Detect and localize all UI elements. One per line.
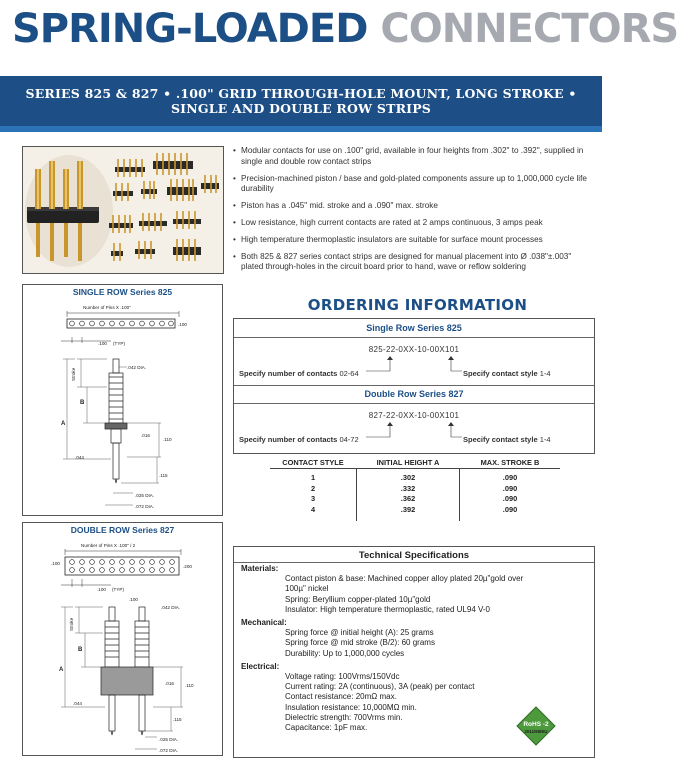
feature-item: • Low resistance, high current contacts are rated at 2 amps continuous, 3 amps peak bbox=[233, 218, 593, 229]
divider bbox=[234, 385, 594, 386]
dim-016-double: .016 bbox=[165, 681, 174, 686]
spec-line: Spring: Beryllium copper-plated 10µ"gold bbox=[285, 594, 431, 604]
dim-115-double: .115 bbox=[173, 717, 182, 722]
dim-042-dia-double: .042 DIA. bbox=[161, 605, 181, 610]
dim-a-double: A bbox=[59, 667, 64, 673]
dim-072-dia: .072 DIA. bbox=[135, 504, 155, 509]
banner-line1: SERIES 825 & 827 • .100" GRID THROUGH-HOLE MOUNT, LONG STROKE • bbox=[25, 86, 577, 101]
col-header: CONTACT STYLE bbox=[282, 458, 344, 467]
spec-line: Spring force @ initial height (A): 25 grams bbox=[285, 628, 434, 638]
feature-item: • Modular contacts for use on .100" grid, available in four heights from .302" to .392", supplied in single and double row contact strips bbox=[233, 146, 593, 168]
dim-025-dia: .025 DIA. bbox=[135, 493, 155, 498]
double-row-drawing-panel bbox=[22, 522, 223, 756]
table-body bbox=[270, 469, 560, 521]
dim-025-dia-double: .025 DIA. bbox=[159, 737, 179, 742]
spec-line: Spring force @ mid stroke (B/2): 60 grams bbox=[285, 638, 435, 648]
dim-typ-double: (TYP) bbox=[112, 587, 124, 592]
connector-strips-image bbox=[109, 153, 219, 261]
double-part-number: 827-22-0XX-10-00X101 bbox=[368, 411, 460, 420]
double-contacts-label: Specify number of contacts 04-72 bbox=[239, 435, 359, 444]
table-cell: 1 bbox=[310, 473, 316, 482]
spec-title: Technical Specifications bbox=[358, 550, 470, 561]
dim-b-double: B bbox=[78, 647, 83, 653]
single-row-order-title: Single Row Series 825 bbox=[366, 323, 462, 333]
rohs-badge bbox=[516, 706, 556, 746]
single-row-title: SINGLE ROW Series 825 bbox=[72, 287, 173, 297]
feature-item: • Precision-machined piston / base and gold-plated components assure up to 1,000,000 cycle life durability bbox=[233, 174, 593, 196]
dim-typ: (TYP) bbox=[113, 341, 125, 346]
spec-line: Insulator: High temperature thermoplastic, rated UL94 V-0 bbox=[285, 604, 490, 614]
dim-100-top: .100 bbox=[129, 597, 138, 602]
double-row-drawing bbox=[23, 535, 222, 755]
contact-style-table bbox=[270, 458, 560, 521]
single-part-number: 825-22-0XX-10-00X101 bbox=[368, 345, 460, 354]
spec-line: Dielectric strength: 700Vrms min. bbox=[285, 712, 403, 722]
divider bbox=[234, 562, 594, 563]
table-cell: .090 bbox=[502, 483, 518, 493]
rohs-line2: 2011/65/EU bbox=[524, 729, 548, 734]
electrical-heading: Electrical: bbox=[241, 661, 280, 671]
dim-200: .200 bbox=[183, 564, 192, 569]
spec-line: 100µ" nickel bbox=[285, 584, 329, 594]
dim-044: .044 bbox=[75, 455, 84, 460]
single-row-drawing bbox=[23, 297, 222, 515]
dim-100-typ: .100 bbox=[98, 341, 107, 346]
stroke-column bbox=[460, 469, 560, 521]
single-contacts-label: Specify number of contacts 02-64 bbox=[239, 369, 359, 378]
banner-stripe bbox=[0, 126, 602, 132]
spec-line: Current rating: 2A (continuous), 3A (peak) per contact bbox=[285, 682, 475, 692]
pins-label: Number of Pins X .100" bbox=[83, 305, 131, 310]
table-header bbox=[270, 458, 560, 469]
double-row-title: DOUBLE ROW Series 827 bbox=[70, 525, 175, 535]
rohs-line1: RoHS -2 bbox=[523, 721, 549, 728]
table-cell: 2 bbox=[310, 483, 316, 493]
dim-100-typ-double: .100 bbox=[97, 587, 106, 592]
materials-heading: Materials: bbox=[241, 564, 279, 573]
page-title bbox=[12, 4, 678, 54]
spec-line: Capacitance: 1pF max. bbox=[285, 723, 368, 733]
table-cell: .090 bbox=[502, 504, 518, 514]
dim-016: .016 bbox=[141, 433, 150, 438]
dim-044-double: .044 bbox=[73, 701, 82, 706]
table-cell: .392 bbox=[400, 504, 416, 514]
title-part2: CONNECTORS bbox=[380, 6, 678, 52]
table-cell: .090 bbox=[502, 473, 518, 482]
feature-item: • Piston has a .045" mid. stroke and a .090" max. stroke bbox=[233, 201, 593, 212]
dim-stroke-double: Stroke bbox=[69, 617, 74, 631]
spec-line: Insulation resistance: 10,000MΩ min. bbox=[285, 702, 417, 712]
dim-110: .110 bbox=[163, 437, 172, 442]
product-photo bbox=[22, 146, 224, 274]
table-cell: .090 bbox=[502, 494, 518, 503]
table-cell: .362 bbox=[400, 494, 416, 503]
title-part1: SPRING-LOADED bbox=[12, 6, 368, 52]
dim-b: B bbox=[80, 400, 85, 406]
ordering-box bbox=[233, 318, 595, 454]
spec-line: Voltage rating: 100Vrms/150Vdc bbox=[285, 672, 400, 682]
dim-072-dia-double: .072 DIA. bbox=[159, 748, 179, 753]
dim-a: A bbox=[61, 421, 66, 427]
dim-115: .115 bbox=[159, 473, 168, 478]
dim-stroke: Stroke bbox=[71, 367, 76, 381]
single-style-label: Specify contact style 1-4 bbox=[463, 369, 551, 378]
double-style-label: Specify contact style 1-4 bbox=[463, 435, 551, 444]
col-header: INITIAL HEIGHT A bbox=[376, 458, 440, 467]
spec-line: Durability: Up to 1,000,000 cycles bbox=[285, 648, 405, 658]
height-column bbox=[356, 469, 460, 521]
col-header: MAX. STROKE B bbox=[480, 458, 540, 467]
divider bbox=[234, 337, 594, 338]
spec-line: Contact piston & base: Machined copper alloy plated 20µ"gold over bbox=[285, 574, 524, 584]
dim-042-dia: .042 DIA. bbox=[127, 365, 147, 370]
mechanical-heading: Mechanical: bbox=[241, 618, 287, 628]
divider bbox=[234, 403, 594, 404]
spec-line: Contact resistance: 20mΩ max. bbox=[285, 692, 397, 702]
table-cell: 4 bbox=[310, 504, 316, 514]
connector-closeup-image bbox=[25, 155, 113, 267]
double-row-order-title: Double Row Series 827 bbox=[364, 389, 464, 399]
feature-list bbox=[233, 146, 593, 279]
series-banner bbox=[0, 76, 602, 126]
style-column bbox=[270, 469, 356, 521]
table-cell: .332 bbox=[400, 483, 416, 493]
feature-item: • Both 825 & 827 series contact strips are designed for manual placement into Ø .038"±.003" plated through-holes in the circuit board prior to hand, wave or reflow soldering bbox=[233, 252, 593, 274]
table-cell: .302 bbox=[400, 473, 416, 482]
ordering-title: ORDERING INFORMATION bbox=[307, 296, 528, 314]
dim-100-double: .100 bbox=[51, 561, 60, 566]
pins-label-double: Number of Pins X .100" / 2 bbox=[81, 543, 136, 548]
banner-line2: SINGLE AND DOUBLE ROW STRIPS bbox=[170, 101, 432, 116]
dim-110-double: .110 bbox=[185, 683, 194, 688]
dim-100: .100 bbox=[178, 322, 187, 327]
table-cell: 3 bbox=[310, 494, 316, 503]
feature-item: • High temperature thermoplastic insulators are suitable for surface mount processes bbox=[233, 235, 593, 246]
single-row-drawing-panel bbox=[22, 284, 223, 516]
